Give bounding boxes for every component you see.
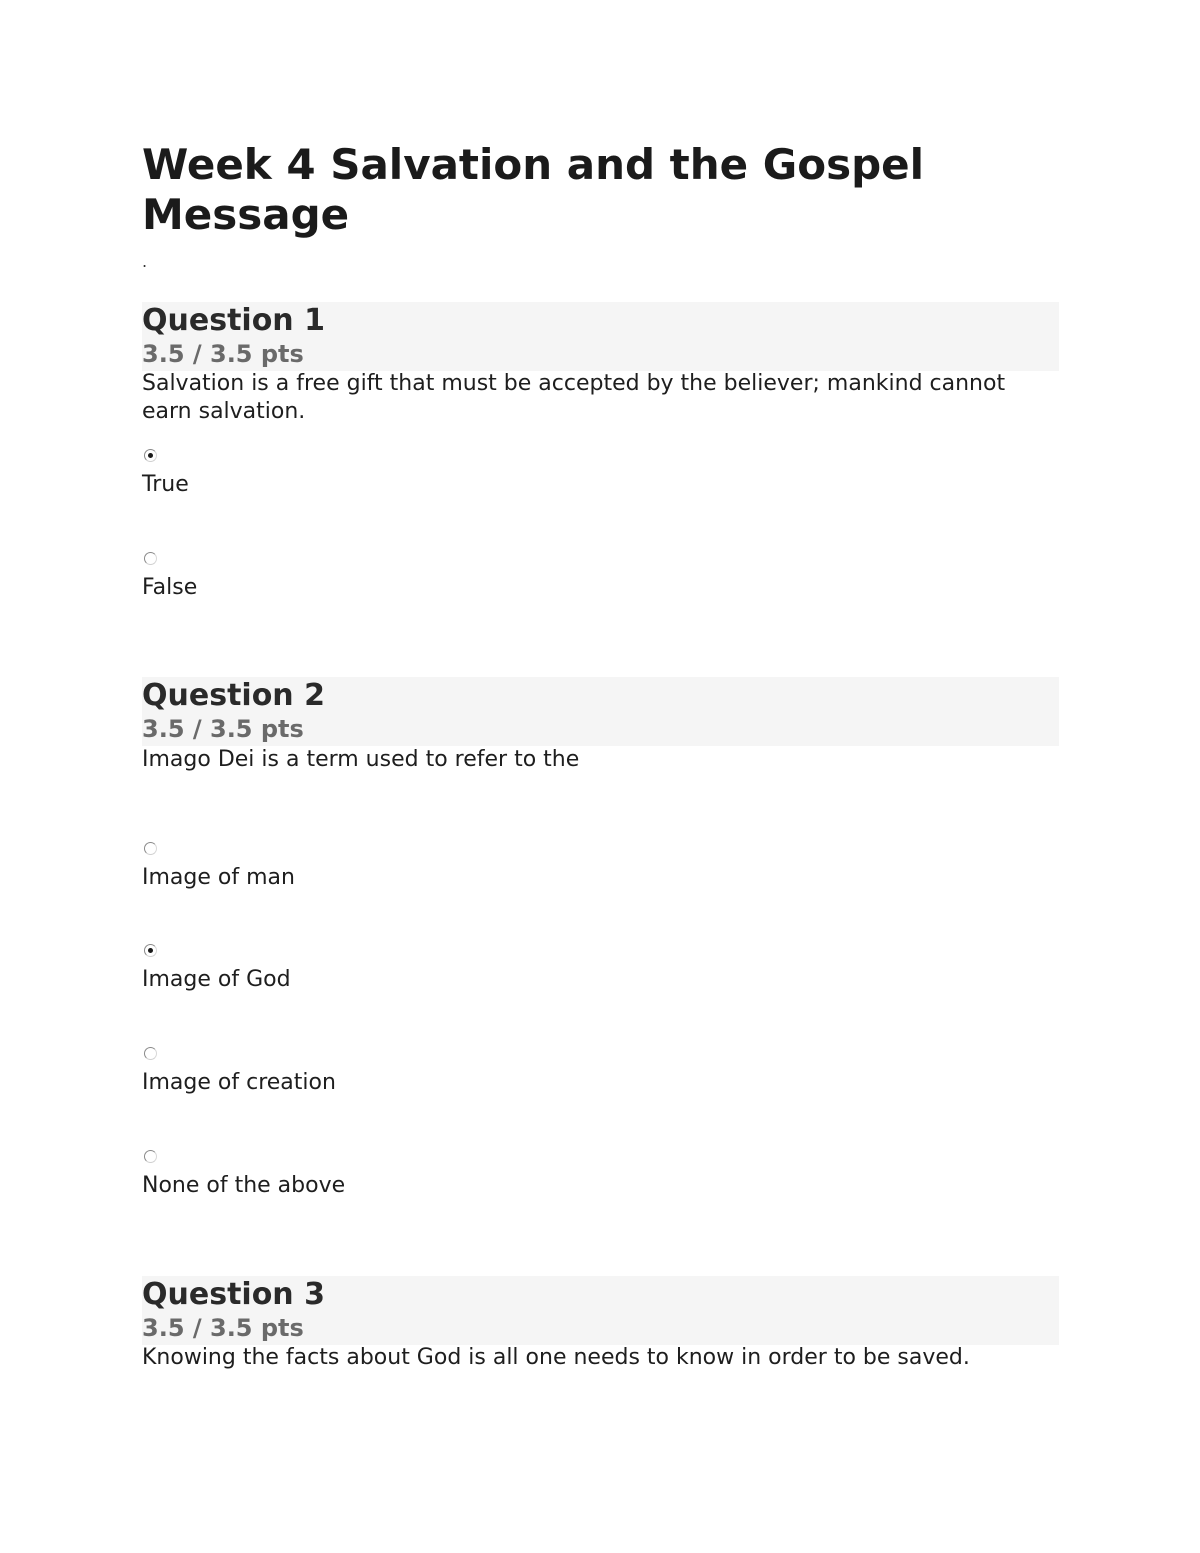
question-2-answer-image-of-creation[interactable] [142, 1047, 742, 1117]
question-2-answer-image-of-god[interactable] [142, 944, 742, 1014]
radio-unselected-icon[interactable] [144, 552, 157, 565]
question-3-title: Question 3 [142, 1277, 325, 1312]
question-2-points: 3.5 / 3.5 pts [142, 715, 304, 743]
radio-unselected-icon[interactable] [144, 842, 157, 855]
answer-label: Image of creation [142, 1070, 336, 1095]
question-2-header [142, 677, 1059, 746]
answer-label: True [142, 472, 189, 497]
answer-label: Image of man [142, 865, 295, 890]
question-1-answer-true[interactable] [142, 449, 742, 519]
answer-label: False [142, 575, 198, 600]
question-3-points: 3.5 / 3.5 pts [142, 1314, 304, 1342]
radio-selected-icon[interactable] [144, 944, 157, 957]
radio-unselected-icon[interactable] [144, 1150, 157, 1163]
question-1-title: Question 1 [142, 303, 325, 338]
question-2-title: Question 2 [142, 678, 325, 713]
question-3-text: Knowing the facts about God is all one needs to know in order to be saved. [142, 1345, 970, 1370]
question-2-answer-image-of-man[interactable] [142, 842, 742, 912]
question-1-text: Salvation is a free gift that must be accepted by the believer; mankind cannot earn salvation. [142, 371, 1006, 424]
question-1-header [142, 302, 1059, 371]
separator-text: . [142, 252, 148, 271]
radio-unselected-icon[interactable] [144, 1047, 157, 1060]
answer-label: None of the above [142, 1173, 346, 1198]
radio-selected-icon[interactable] [144, 449, 157, 462]
answer-label: Image of God [142, 967, 291, 992]
question-1-points: 3.5 / 3.5 pts [142, 340, 304, 368]
question-2-text: Imago Dei is a term used to refer to the [142, 747, 580, 772]
page-title: Week 4 Salvation and the Gospel Message [142, 140, 925, 239]
question-2-answer-none-of-the-above[interactable] [142, 1150, 742, 1220]
question-3-header [142, 1276, 1059, 1345]
question-1-answer-false[interactable] [142, 552, 742, 622]
